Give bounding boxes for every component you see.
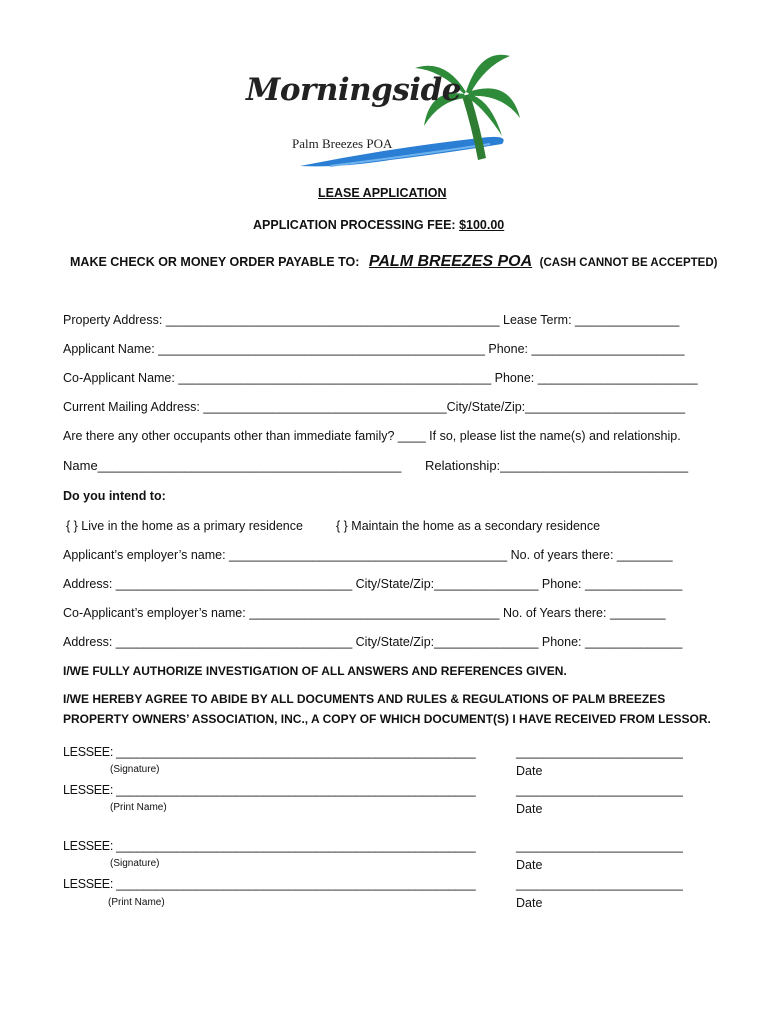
date-line[interactable]: ________________________ [516,745,683,759]
intent-question: Do you intend to: [63,489,166,503]
date-line[interactable]: ________________________ [516,877,683,891]
document-title: LEASE APPLICATION [318,186,447,200]
agree-statement-line1: I/WE HEREBY AGREE TO ABIDE BY ALL DOCUMENTS AND RULES & REGULATIONS OF PALM BREEZES [63,692,666,706]
co-applicant-employer-field[interactable]: Co-Applicant’s employer’s name: ____________________________________ No. of Years there: ________ [63,606,666,620]
cash-note: (CASH CANNOT BE ACCEPTED) [539,257,718,269]
palm-tree-icon [240,48,530,178]
payable-line [70,253,717,271]
date-label: Date [516,802,543,816]
authorize-statement: I/WE FULLY AUTHORIZE INVESTIGATION OF ALL ANSWERS AND REFERENCES GIVEN. [63,664,567,678]
agree-statement-line2: PROPERTY OWNERS’ ASSOCIATION, INC., A COPY OF WHICH DOCUMENT(S) I HAVE RECEIVED FROM LESSOR. [63,712,711,726]
palm-frond [466,55,510,94]
logo-subtitle: Palm Breezes POA [292,136,393,151]
signature-caption: (Signature) [110,764,160,775]
lessee-print-name-line[interactable]: LESSEE: ______________________________________________________ [63,783,476,797]
print-name-caption: (Print Name) [108,897,165,908]
occupant-name-field[interactable]: Name__________________________________________ [63,458,402,473]
date-label: Date [516,858,543,872]
co-applicant-employer-address-field[interactable]: Address: __________________________________ City/State/Zip:_______________ Phone: ______________ [63,635,683,649]
payable-label: MAKE CHECK OR MONEY ORDER PAYABLE TO: [70,255,360,269]
secondary-residence-option[interactable]: { } Maintain the home as a secondary residence [336,519,601,533]
applicant-employer-address-field[interactable]: Address: __________________________________ City/State/Zip:_______________ Phone: ______________ [63,577,683,591]
morningside-logo [240,48,530,178]
signature-caption: (Signature) [110,858,160,869]
date-line[interactable]: ________________________ [516,839,683,853]
lessee-signature-line[interactable]: LESSEE: ______________________________________________________ [63,745,476,759]
mailing-address-field[interactable]: Current Mailing Address: ___________________________________City/State/Zip:_______________________ [63,400,686,414]
co-applicant-name-field[interactable]: Co-Applicant Name: _____________________________________________ Phone: _______________________ [63,371,698,385]
primary-residence-option[interactable]: { } Live in the home as a primary residence [66,519,303,533]
date-label: Date [516,764,543,778]
occupant-relationship-field[interactable]: Relationship:__________________________ [425,458,689,473]
occupants-question[interactable]: Are there any other occupants other than immediate family? ____ If so, please list the name(s) and relationship. [63,429,681,443]
property-address-field[interactable]: Property Address: ________________________________________________ Lease Term: _______________ [63,313,680,327]
print-name-caption: (Print Name) [110,802,167,813]
fee-line [253,218,504,232]
logo-wordmark: Morningside [246,72,461,108]
fee-amount: $100.00 [459,218,505,232]
fee-label: APPLICATION PROCESSING FEE: [253,218,456,232]
applicant-name-field[interactable]: Applicant Name: _______________________________________________ Phone: ______________________ [63,342,685,356]
date-line[interactable]: ________________________ [516,783,683,797]
applicant-employer-field[interactable]: Applicant’s employer’s name: ________________________________________ No. of years there: ________ [63,548,673,562]
lessee-signature-line[interactable]: LESSEE: ______________________________________________________ [63,839,476,853]
date-label: Date [516,896,543,910]
payee-name: PALM BREEZES POA [368,253,533,270]
lessee-print-name-line[interactable]: LESSEE: ______________________________________________________ [63,877,476,891]
